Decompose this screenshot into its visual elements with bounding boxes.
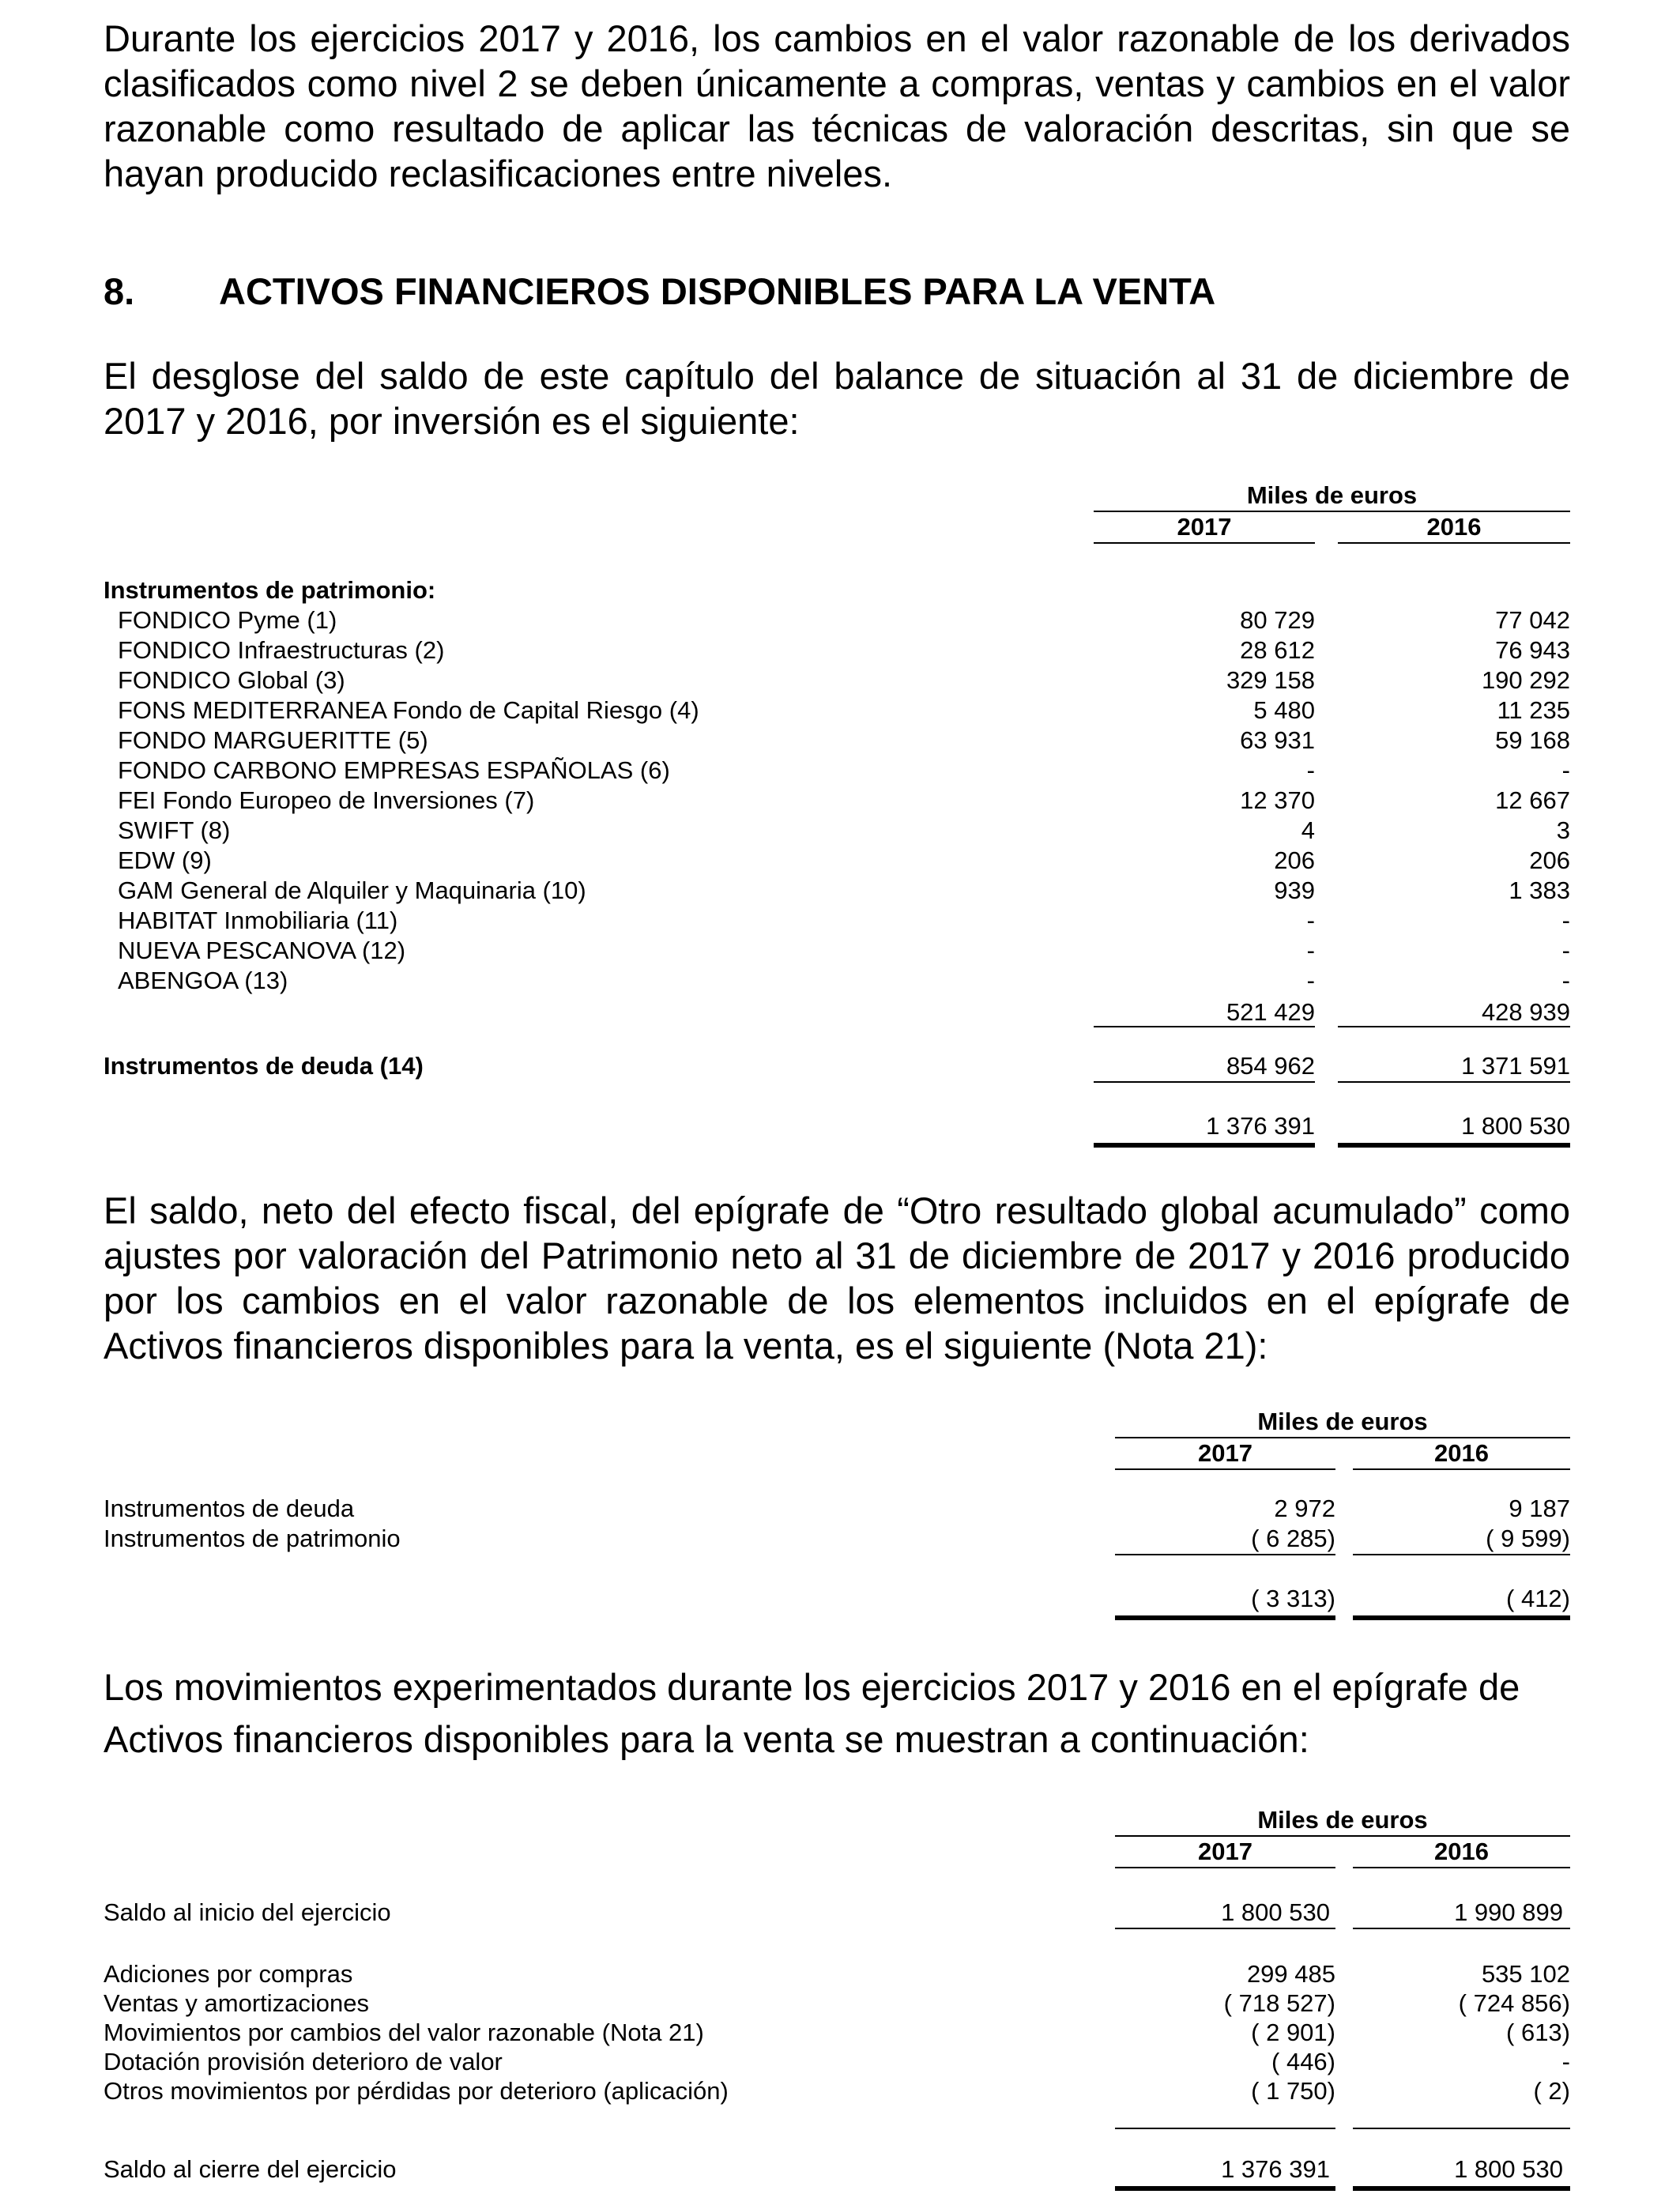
investment-row (104, 846, 1570, 876)
value-2017: ( 1 750) (1251, 2077, 1335, 2105)
movements-rule-2016 (1353, 2128, 1570, 2129)
total-rule-2016 (1338, 1143, 1570, 1148)
valuation-row (104, 1524, 1570, 1554)
equity-heading: Instrumentos de patrimonio: (104, 576, 436, 604)
investment-row (104, 876, 1570, 906)
value-2016: 190 292 (1481, 666, 1570, 694)
row-label: EDW (9) (118, 846, 212, 874)
column-rule-2017 (1115, 1468, 1335, 1470)
movement-row (104, 1989, 1570, 2019)
unit-label: Miles de euros (1257, 1408, 1428, 1435)
debt-row: Instrumentos de deuda (14) 854 962 1 371 591 (104, 1052, 1570, 1080)
investments-table (104, 474, 1570, 1154)
value-2017: - (1306, 907, 1315, 934)
value-2016: ( 2) (1533, 2077, 1570, 2105)
movements-table (104, 1799, 1570, 2194)
row-label: FONDICO Infraestructuras (2) (118, 636, 445, 664)
value-2016: - (1561, 967, 1570, 994)
row-label: Ventas y amortizaciones (104, 1989, 370, 2017)
value-2016: ( 724 856) (1458, 1989, 1570, 2017)
movements-rule-2017 (1115, 2128, 1335, 2129)
value-2016: 206 (1529, 846, 1570, 874)
value-2017: - (1306, 967, 1315, 994)
value-2016: 1 383 (1509, 876, 1570, 904)
opening-rule-2017 (1115, 1928, 1335, 1929)
value-2016: - (1561, 756, 1570, 784)
investment-row (104, 635, 1570, 665)
row-label: FONDICO Global (3) (118, 666, 345, 694)
section-title: ACTIVOS FINANCIEROS DISPONIBLES PARA LA VENTA (219, 270, 1216, 312)
value-2016: 59 168 (1495, 726, 1570, 754)
investment-row (104, 786, 1570, 816)
column-header-2016: 2016 (1434, 1838, 1489, 1865)
value-2017: 12 370 (1240, 786, 1315, 814)
row-label: FONS MEDITERRANEA Fondo de Capital Riesgo (4) (118, 696, 699, 724)
investment-row (104, 696, 1570, 726)
row-label: NUEVA PESCANOVA (12) (118, 937, 406, 964)
investment-row (104, 665, 1570, 696)
column-header-2016: 2016 (1434, 1439, 1489, 1467)
valuation-adjustments-table (104, 1399, 1570, 1636)
value-2017: 5 480 (1253, 696, 1315, 724)
equity-subtotal-row: 521 429 428 939 (1226, 998, 1570, 1026)
value-2017: 329 158 (1226, 666, 1315, 694)
movement-row (104, 2076, 1570, 2106)
value-2017: ( 6 285) (1251, 1525, 1335, 1552)
subtotal-rule-2016 (1353, 1554, 1570, 1555)
column-header-2016: 2016 (1426, 513, 1482, 541)
value-2017: 63 931 (1240, 726, 1315, 754)
debt-rule-2017 (1094, 1081, 1315, 1083)
row-label: Otros movimientos por pérdidas por deterioro (aplicación) (104, 2077, 729, 2105)
row-label: FONDO MARGUERITTE (5) (118, 726, 428, 754)
movements-paragraph: Los movimientos experimentados durante los ejercicios 2017 y 2016 en el epígrafe de Activos financieros disponibles para la venta se muestran a continuación: (104, 1666, 1520, 1760)
row-label: Adiciones por compras (104, 1960, 353, 1988)
value-2017: ( 2 901) (1251, 2019, 1335, 2046)
row-label: HABITAT Inmobiliaria (11) (118, 907, 398, 934)
row-label: Instrumentos de patrimonio (104, 1525, 401, 1552)
row-label: Movimientos por cambios del valor razonable (Nota 21) (104, 2019, 704, 2046)
value-2017: ( 446) (1271, 2048, 1335, 2075)
row-label: SWIFT (8) (118, 816, 231, 844)
row-label: FEI Fondo Europeo de Inversiones (7) (118, 786, 535, 814)
column-header-2017: 2017 (1198, 1439, 1252, 1467)
value-2016: 11 235 (1497, 696, 1570, 724)
investment-row (104, 906, 1570, 936)
row-label: Dotación provisión deterioro de valor (104, 2048, 503, 2075)
closing-rule-2016 (1353, 2186, 1570, 2191)
total-rule-2017 (1115, 1615, 1335, 1620)
value-2016: - (1561, 2048, 1570, 2075)
breakdown-paragraph: El desglose del saldo de este capítulo del balance de situación al 31 de diciembre de 2017 y 2016, por inversión es el siguiente: (104, 355, 1570, 442)
row-label: Instrumentos de deuda (104, 1495, 355, 1522)
movement-row (104, 1959, 1570, 1989)
value-2016: 9 187 (1509, 1495, 1570, 1522)
column-rule-2016 (1353, 1468, 1570, 1470)
total-row: ( 3 313) ( 412) (1251, 1585, 1570, 1612)
row-label: GAM General de Alquiler y Maquinaria (10) (118, 876, 586, 904)
value-2017: - (1306, 937, 1315, 964)
total-rule-2017 (1094, 1143, 1315, 1148)
row-label: ABENGOA (13) (118, 967, 288, 994)
subtotal-rule-2017 (1115, 1554, 1335, 1555)
closing-rule-2017 (1115, 2186, 1335, 2191)
value-2016: 77 042 (1495, 606, 1570, 634)
valuation-paragraph: El saldo, neto del efecto fiscal, del epígrafe de “Otro resultado global acumulado” como ajustes por valoración del Patrimonio neto al 31 de diciembre de 2017 y 2016 producido por los cambios en el valor razonable de los elementos incluidos en el epígrafe de Activos financieros disponibles para la venta, es el siguiente (Nota 21): (104, 1189, 1570, 1367)
value-2016: - (1561, 937, 1570, 964)
column-header-2017: 2017 (1177, 513, 1232, 541)
row-label: FONDO CARBONO EMPRESAS ESPAÑOLAS (6) (118, 756, 670, 784)
value-2016: ( 613) (1506, 2019, 1570, 2046)
total-row: 1 376 391 1 800 530 (1206, 1112, 1570, 1140)
section-number: 8. (104, 270, 135, 312)
section-heading (104, 269, 1215, 314)
value-2017: - (1306, 756, 1315, 784)
opening-rule-2016 (1353, 1928, 1570, 1929)
total-rule-2016 (1353, 1615, 1570, 1620)
investment-row (104, 936, 1570, 966)
column-rule-2016 (1353, 1867, 1570, 1868)
value-2017: 299 485 (1246, 1960, 1335, 1988)
investment-row (104, 726, 1570, 756)
investment-row (104, 816, 1570, 846)
investment-row (104, 966, 1570, 996)
opening-balance-row: Saldo al inicio del ejercicio 1 800 530 1 990 899 (104, 1898, 1563, 1926)
movement-row (104, 2018, 1570, 2048)
investment-row (104, 756, 1570, 786)
movement-row (104, 2047, 1570, 2077)
value-2017: 206 (1274, 846, 1315, 874)
value-2017: 4 (1301, 816, 1315, 844)
value-2017: 2 972 (1274, 1495, 1335, 1522)
value-2017: 80 729 (1240, 606, 1315, 634)
row-label: FONDICO Pyme (1) (118, 606, 337, 634)
value-2016: 12 667 (1495, 786, 1570, 814)
value-2016: 76 943 (1495, 636, 1570, 664)
investment-row (104, 605, 1570, 635)
column-rule-2017 (1094, 542, 1315, 544)
debt-rule-2016 (1338, 1081, 1570, 1083)
value-2017: 28 612 (1240, 636, 1315, 664)
value-2017: ( 718 527) (1223, 1989, 1335, 2017)
column-rule-2017 (1115, 1867, 1335, 1868)
unit-label: Miles de euros (1246, 481, 1418, 509)
column-header-2017: 2017 (1198, 1838, 1252, 1865)
value-2016: ( 9 599) (1486, 1525, 1570, 1552)
value-2016: - (1561, 907, 1570, 934)
closing-balance-row: Saldo al cierre del ejercicio 1 376 391 1 800 530 (104, 2155, 1563, 2183)
valuation-row (104, 1494, 1570, 1524)
column-rule-2016 (1338, 542, 1570, 544)
value-2016: 535 102 (1481, 1960, 1570, 1988)
value-2016: 3 (1556, 816, 1570, 844)
intro-paragraph: Durante los ejercicios 2017 y 2016, los cambios en el valor razonable de los derivados clasificados como nivel 2 se deben únicamente a compras, ventas y cambios en el valor razonable como resultado de aplicar las técnicas de valoración descritas, sin que se hayan producido reclasificaciones entre niveles. (104, 17, 1570, 194)
unit-label: Miles de euros (1257, 1806, 1428, 1834)
value-2017: 939 (1274, 876, 1315, 904)
